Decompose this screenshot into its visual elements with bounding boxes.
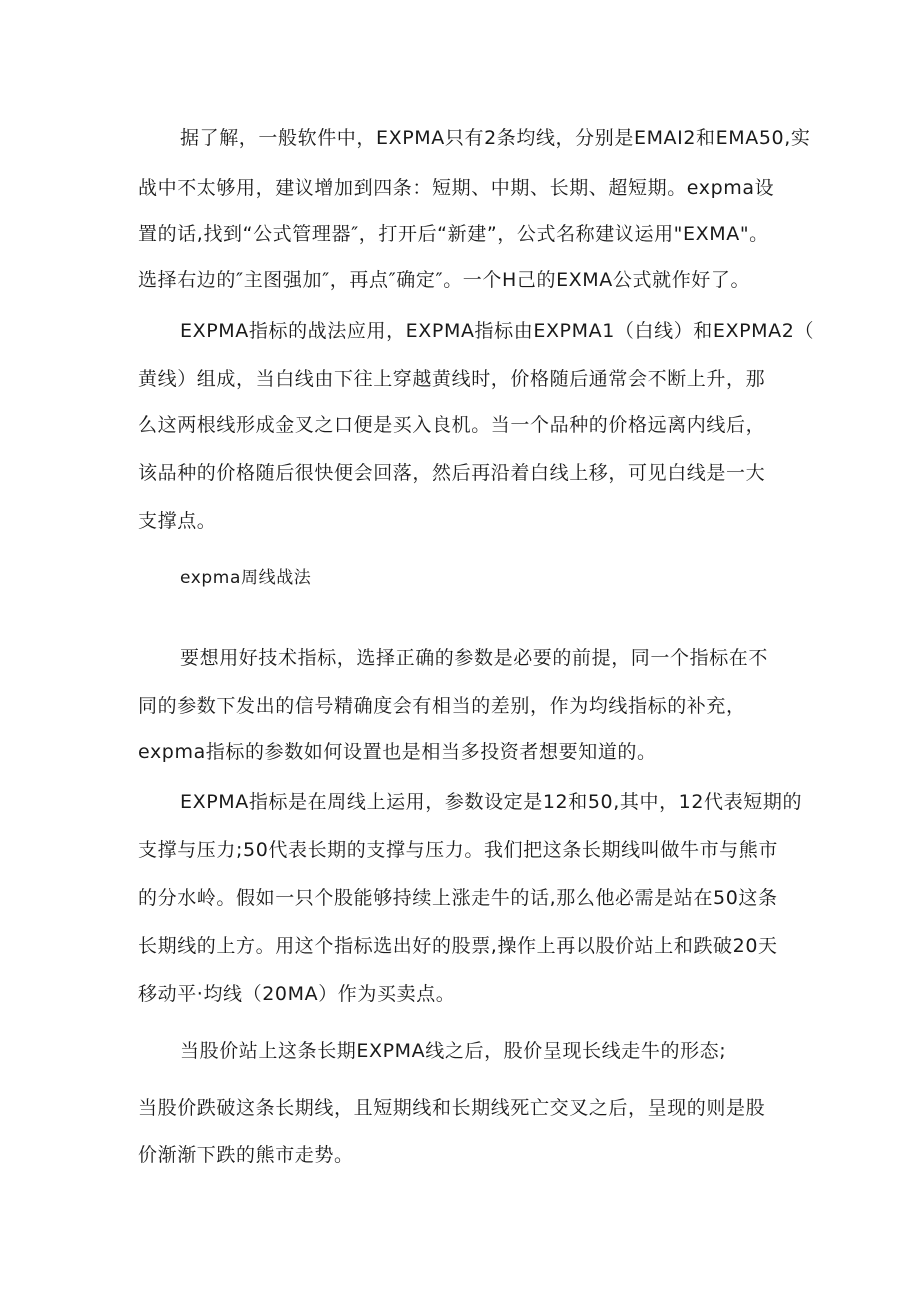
paragraph-4-line-2: 支撑与压力;50代表长期的支撑与压力。我们把这条长期线叫做牛市与熊市 bbox=[138, 839, 778, 861]
paragraph-3-line-2: 同的参数下发出的信号精确度会有相当的差别，作为均线指标的补充， bbox=[138, 695, 746, 717]
paragraph-2-line-3: 么这两根线形成金叉之口便是买入良机。当一个品种的价格远离内线后， bbox=[138, 414, 766, 436]
paragraph-2-line-2: 黄线）组成，当白线由下往上穿越黄线时，价格随后通常会不断上升，那 bbox=[138, 368, 766, 390]
paragraph-6-line-2: 价渐渐下跌的熊市走势。 bbox=[138, 1144, 354, 1166]
section-heading-text: expma周线战法 bbox=[180, 568, 312, 588]
paragraph-4-line-5: 移动平·均线（20MA）作为买卖点。 bbox=[138, 983, 456, 1005]
paragraph-6-line-1: 当股价跌破这条长期线，且短期线和长期线死亡交叉之后，呈现的则是股 bbox=[138, 1097, 766, 1119]
paragraph-4-line-1: EXPMA指标是在周线上运用，参数设定是12和50,其中，12代表短期的 bbox=[180, 791, 803, 813]
paragraph-1-line-3: 置的话,找到“公式管理器″，打开后“新建”，公式名称建议运用"EXMA"。 bbox=[138, 223, 769, 245]
paragraph-2-line-5: 支撑点。 bbox=[138, 510, 217, 532]
paragraph-2-line-1: EXPMA指标的战法应用，EXPMA指标由EXPMA1（白线）和EXPMA2（ bbox=[180, 320, 815, 342]
paragraph-2-line-4: 该品种的价格随后很快便会回落，然后再沿着白线上移，可见白线是一大 bbox=[138, 462, 766, 484]
paragraph-3-line-3: expma指标的参数如何设置也是相当多投资者想要知道的。 bbox=[138, 741, 657, 763]
paragraph-1-line-4: 选择右边的″主图强加″，再点″确定″。一个H己的EXMA公式就作好了。 bbox=[138, 269, 751, 291]
paragraph-4-line-4: 长期线的上方。用这个指标选出好的股票,操作上再以股价站上和跌破20天 bbox=[138, 935, 778, 957]
paragraph-5-line-1: 当股价站上这条长期EXPMA线之后，股价呈现长线走牛的形态; bbox=[180, 1040, 727, 1062]
paragraph-1-line-1: 据了解，一般软件中，EXPMA只有2条均线，分别是EMAI2和EMA50,实 bbox=[180, 127, 811, 149]
paragraph-4-line-3: 的分水岭。假如一只个股能够持续上涨走牛的话,那么他必需是站在50这条 bbox=[138, 887, 778, 909]
paragraph-1-line-2: 战中不太够用，建议增加到四条：短期、中期、长期、超短期。expma设 bbox=[138, 177, 775, 199]
paragraph-3-line-1: 要想用好技术指标，选择正确的参数是必要的前提，同一个指标在不 bbox=[180, 647, 769, 669]
